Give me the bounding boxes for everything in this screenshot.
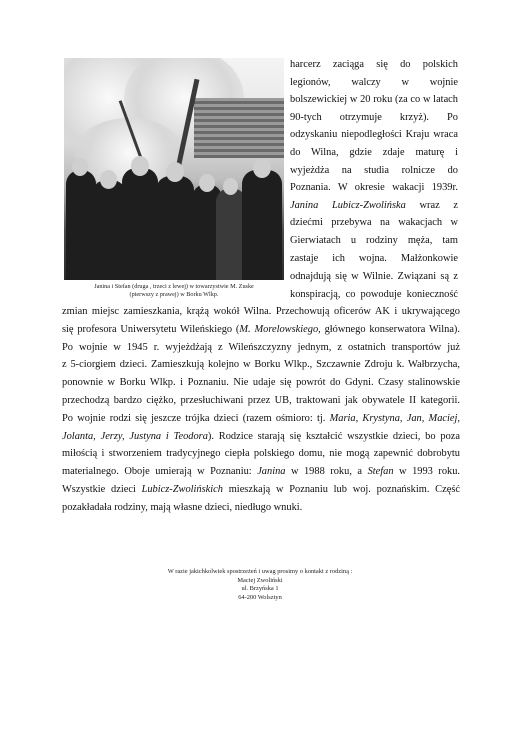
roof-shape	[194, 98, 284, 158]
text-fragment: wraz z	[405, 199, 459, 211]
text-line	[62, 481, 460, 499]
text-line: Po wojnie w 1945 r. wyjeżdżają z Wileńszczyzny jednym, z ostatnich transportów już	[62, 341, 460, 353]
family-name: Lubicz-Zwolińskich	[141, 483, 223, 495]
text-fragment: w 1988 roku, a	[285, 466, 368, 478]
text-line: odnajdują się w Wilnie. Związani są z	[290, 271, 458, 282]
right-column-continuation	[290, 268, 458, 303]
person-name: Janina Lubicz-Zwolińska	[290, 199, 406, 211]
text-line: Poznania. W okresie wakacji 1939r.	[290, 182, 458, 194]
text-line: wyjeżdża na studia rolnicze do	[290, 164, 458, 176]
children-names: Maria, Krystyna, Jan, Maciej,	[329, 412, 461, 424]
text-line: z 5-ciorgiem dzieci. Zamieszkują kolejno w Borku Wlkp., Szczawnie Zdroju k. Wałbrzycha,	[62, 359, 460, 371]
text-fragment: ). Rodzice starają się kształcić wszystkie dzieci, bo poza	[207, 430, 460, 442]
text-line: miłością i stworzeniem tradycyjnego ciepła polskiego domu, nie mogą zapewnić dobrobytu	[62, 448, 460, 460]
person-name: Stefan	[367, 466, 394, 478]
caption-line: (pierwszy z prawej) w Borku Wlkp.	[129, 291, 219, 298]
contact-footer	[150, 568, 370, 602]
text-line: dziećmi przebywa na wakacjach w	[290, 217, 458, 229]
family-photo	[64, 58, 284, 280]
person-figure	[156, 176, 194, 280]
text-line: zmian miejsc zamieszkania, krążą wokół Wilna. Przechowują oficerów AK i ukrywającego	[62, 306, 460, 317]
children-names: Jolanta, Jerzy, Justyna i Teodora	[62, 430, 208, 442]
text-fragment: Wszystkie dzieci	[62, 483, 142, 495]
person-head	[223, 178, 238, 195]
text-line: konspiracją, co powoduje konieczność	[290, 288, 458, 300]
person-figure	[92, 180, 126, 280]
person-head	[131, 156, 149, 176]
photo-caption	[62, 283, 286, 299]
footer-street: ul. Brzyńska 1	[241, 585, 279, 593]
footer-line: W razie jakichkolwiek spostrzeżeń i uwag prosimy o kontakt z rodziną :	[167, 568, 353, 575]
text-line: zastaje ich wojna. Małżonkowie	[290, 252, 458, 264]
text-line: harcerz zaciąga się do polskich	[290, 59, 458, 70]
caption-line: Janina i Stefan (druga , trzeci z lewej) w towarzystwie M. Zuske	[94, 283, 254, 290]
text-line: pozakładała rodziny, mają własne dzieci, niedługo wnuki.	[62, 501, 303, 513]
text-line: 90-tych otrzymuje krzyż). Po	[290, 111, 458, 123]
footer-postcode: 64-200 Wolsztyn	[238, 593, 282, 601]
text-line	[62, 321, 460, 339]
person-head	[166, 162, 184, 182]
full-width-paragraph	[62, 303, 460, 517]
text-fragment: Po wojnie rodzi się jeszcze trójka dzieci (razem ośmioro: tj.	[62, 412, 330, 424]
right-column-text	[290, 56, 458, 267]
footer-name: Maciej Zwoliński	[237, 576, 283, 584]
text-line	[290, 197, 458, 215]
person-head	[199, 174, 215, 192]
text-line: odzyskaniu niepodległości Kraju wraca	[290, 129, 458, 141]
person-head	[100, 170, 117, 189]
text-fragment: , głównego konserwatora Wilna).	[318, 323, 460, 335]
text-line: legionów, walczy w wojnie	[290, 76, 458, 88]
person-name: M. Morelowskiego	[239, 323, 319, 335]
text-line: do Wilna, gdzie zdaje maturę i	[290, 146, 458, 158]
text-line	[62, 428, 460, 446]
text-fragment: się profesora Uniwersytetu Wileńskiego (	[62, 323, 240, 335]
text-line: bolszewickiej w 20 roku (za co w latach	[290, 94, 458, 106]
person-figure	[242, 170, 282, 280]
text-fragment: w 1993 roku.	[393, 466, 461, 478]
text-fragment: materialnego. Oboje umierają w Poznaniu:	[62, 466, 258, 478]
text-line: przechodzą bardzo ciężko, przesłuchiwani przez UB, traktowani jak obywatele II kategorii.	[62, 394, 460, 406]
person-head	[253, 158, 271, 178]
text-line: ponownie w Borku Wlkp. i Poznaniu. Nie udaje się powrót do Gdyni. Czasy stalinowskie	[62, 377, 460, 389]
person-figure	[122, 168, 158, 280]
person-head	[72, 158, 88, 176]
text-line: Gierwiatach u rodziny męża, tam	[290, 234, 458, 246]
person-name: Janina	[257, 466, 286, 478]
text-fragment: mieszkają w Poznaniu lub woj. poznańskim. Część	[222, 483, 460, 495]
text-line	[62, 410, 460, 428]
text-line	[62, 463, 460, 481]
